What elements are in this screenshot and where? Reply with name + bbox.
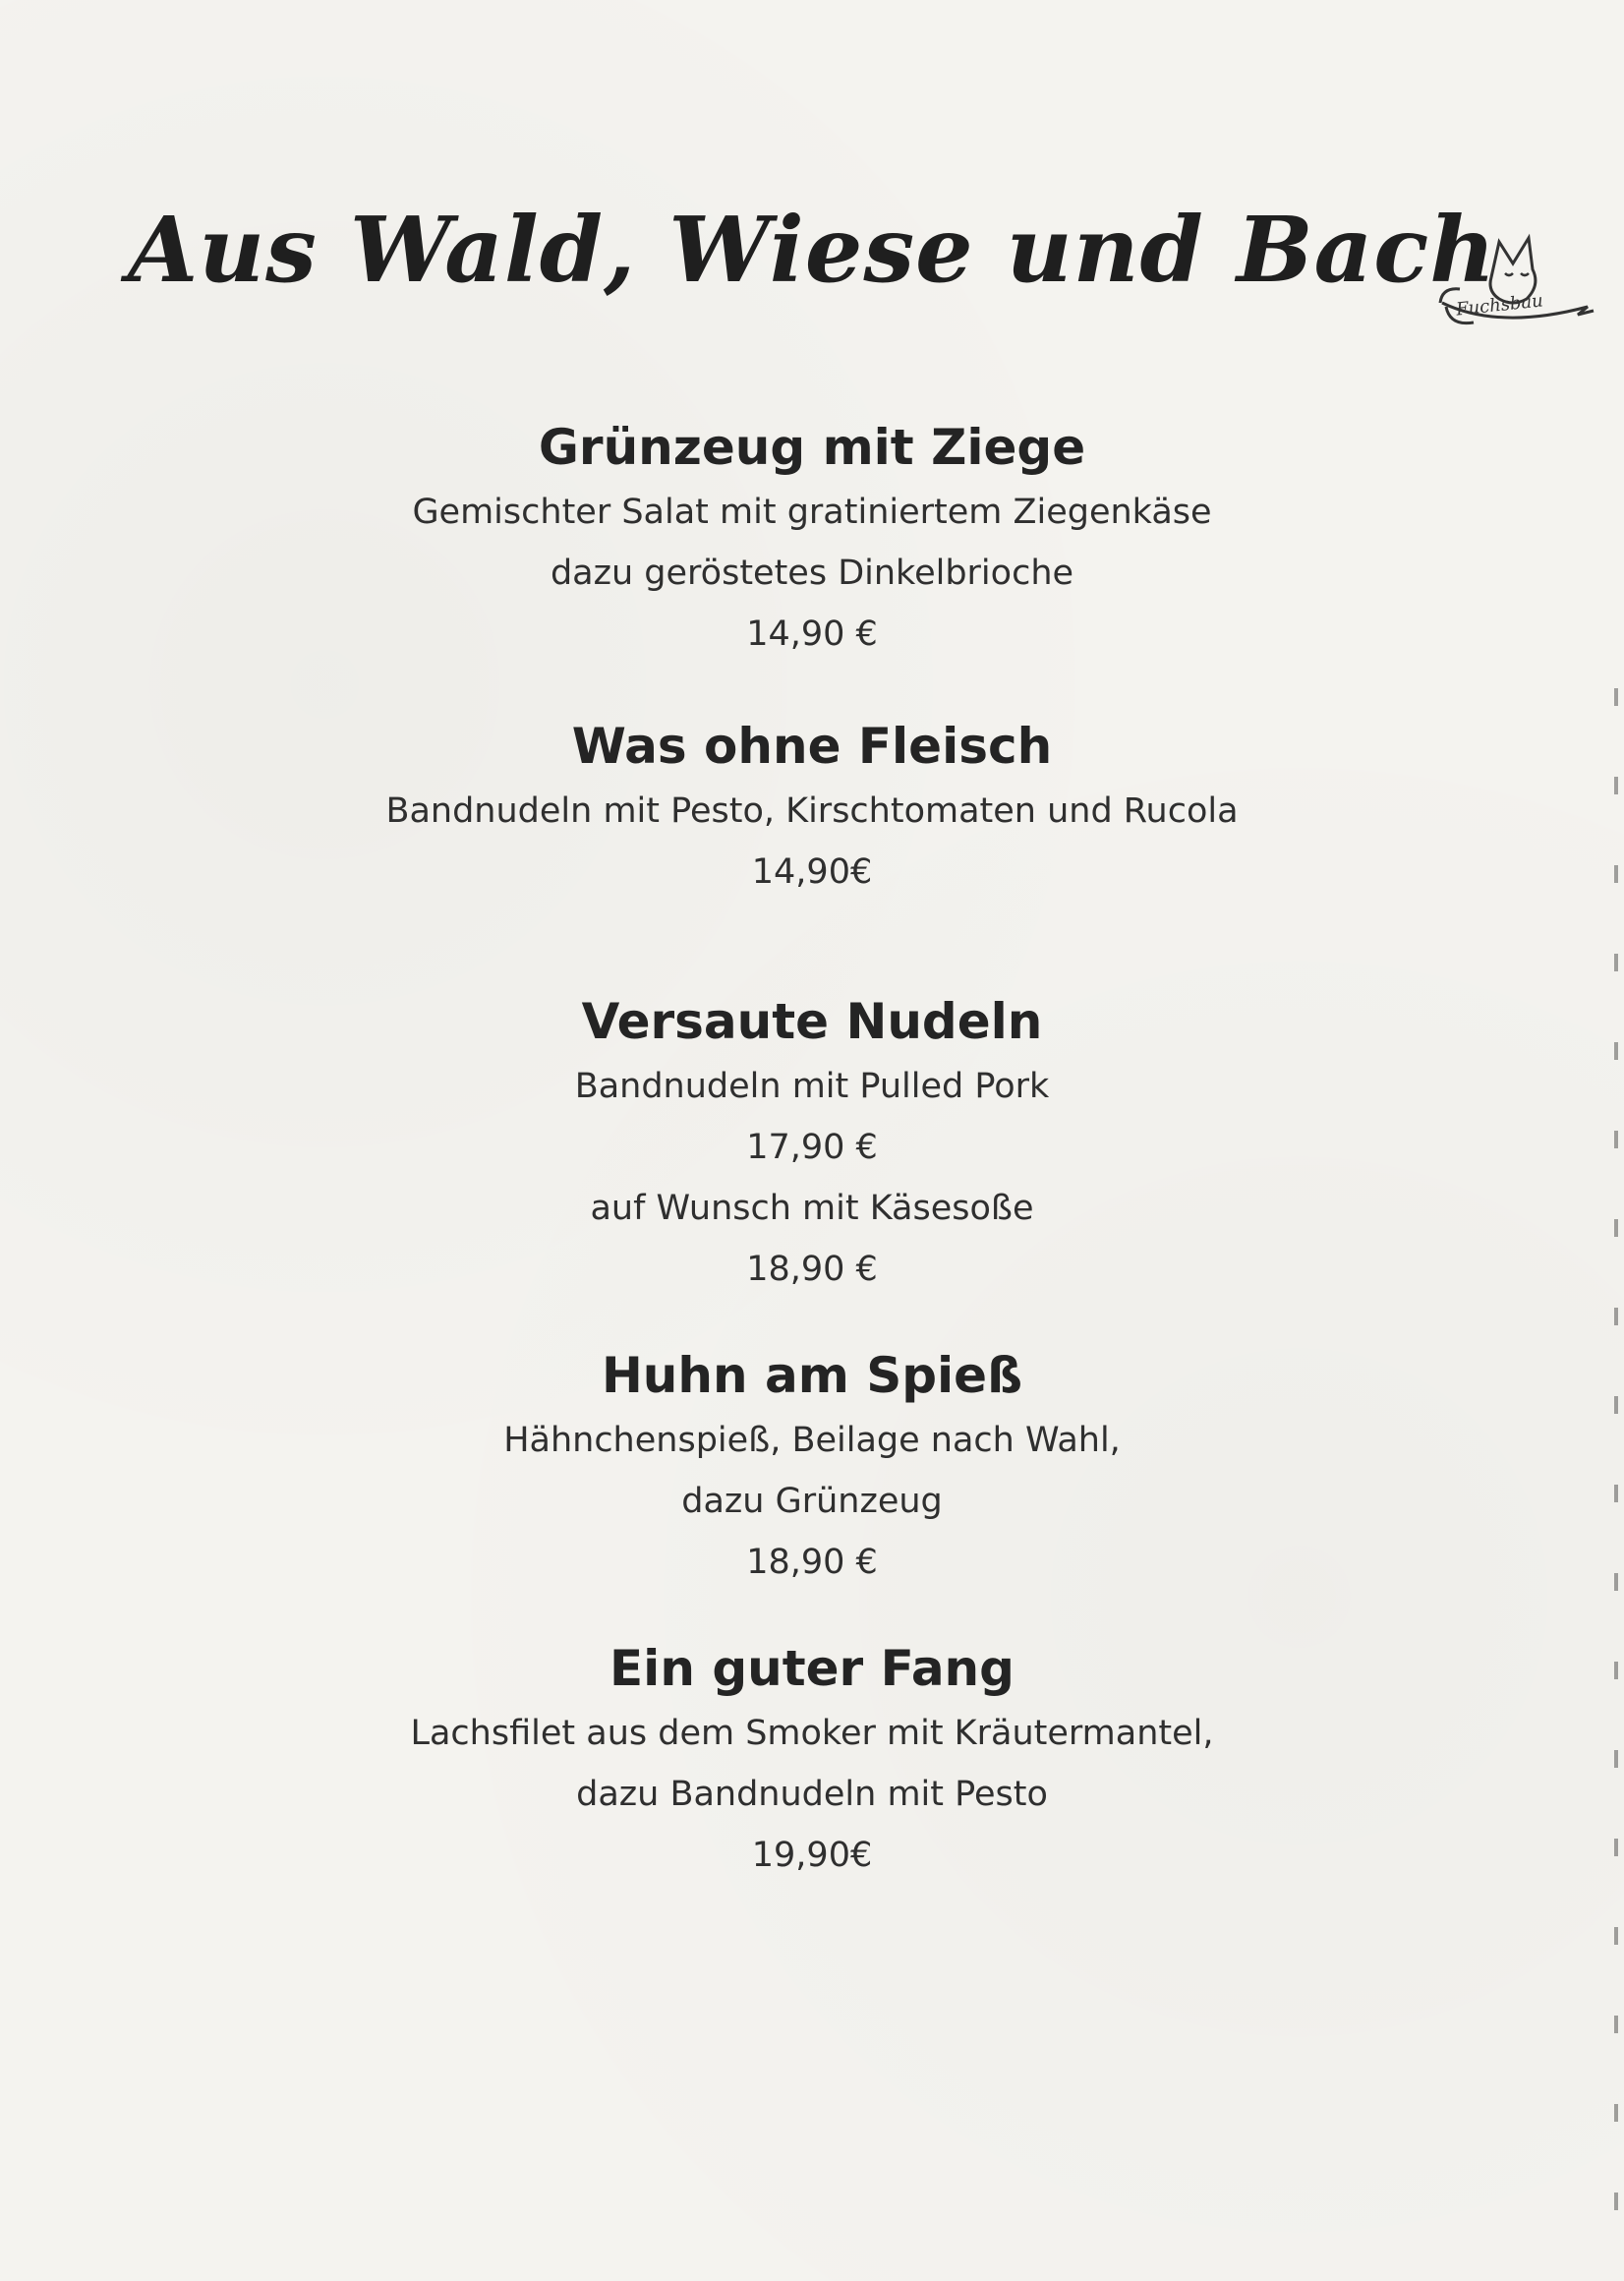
menu-item-ein-guter-fang — [0, 1634, 1624, 1886]
dish-description: Lachsfilet aus dem Smoker mit Kräutermantel, — [410, 1714, 1214, 1753]
menu-item-gruenzeug-mit-ziege — [0, 413, 1624, 665]
dish-price: 18,90 € — [746, 1543, 878, 1582]
page-title: Aus Wald, Wiese und Bach — [127, 197, 1497, 303]
dish-name: Ein guter Fang — [609, 1640, 1015, 1697]
dish-price: 14,90€ — [751, 852, 873, 892]
dish-description: Hähnchenspieß, Beilage nach Wahl, — [503, 1421, 1121, 1460]
menu-list — [0, 413, 1624, 1886]
dish-option-price: 18,90 € — [746, 1250, 878, 1289]
dish-description: dazu Grünzeug — [681, 1482, 943, 1521]
menu-item-huhn-am-spiess — [0, 1341, 1624, 1593]
dish-name: Grünzeug mit Ziege — [538, 419, 1086, 476]
dish-description: Bandnudeln mit Pesto, Kirschtomaten und Rucola — [385, 791, 1239, 831]
dish-price: 17,90 € — [746, 1128, 878, 1167]
dish-description: Bandnudeln mit Pulled Pork — [574, 1067, 1050, 1106]
restaurant-logo — [1430, 208, 1597, 336]
dish-name: Huhn am Spieß — [601, 1347, 1023, 1404]
dish-name: Versaute Nudeln — [581, 993, 1043, 1050]
dish-option: auf Wunsch mit Käsesoße — [590, 1189, 1034, 1228]
dish-price: 19,90€ — [751, 1836, 873, 1875]
dish-name: Was ohne Fleisch — [571, 718, 1053, 775]
menu-item-was-ohne-fleisch — [0, 712, 1624, 903]
dish-description: dazu geröstetes Dinkelbrioche — [550, 554, 1074, 593]
menu-item-versaute-nudeln — [0, 987, 1624, 1300]
logo-text: Fuchsbau — [1455, 290, 1544, 321]
dish-description: dazu Bandnudeln mit Pesto — [576, 1775, 1048, 1814]
dish-description: Gemischter Salat mit gratiniertem Ziegenkäse — [412, 493, 1212, 532]
fox-icon — [1430, 208, 1597, 336]
dish-price: 14,90 € — [746, 614, 878, 654]
